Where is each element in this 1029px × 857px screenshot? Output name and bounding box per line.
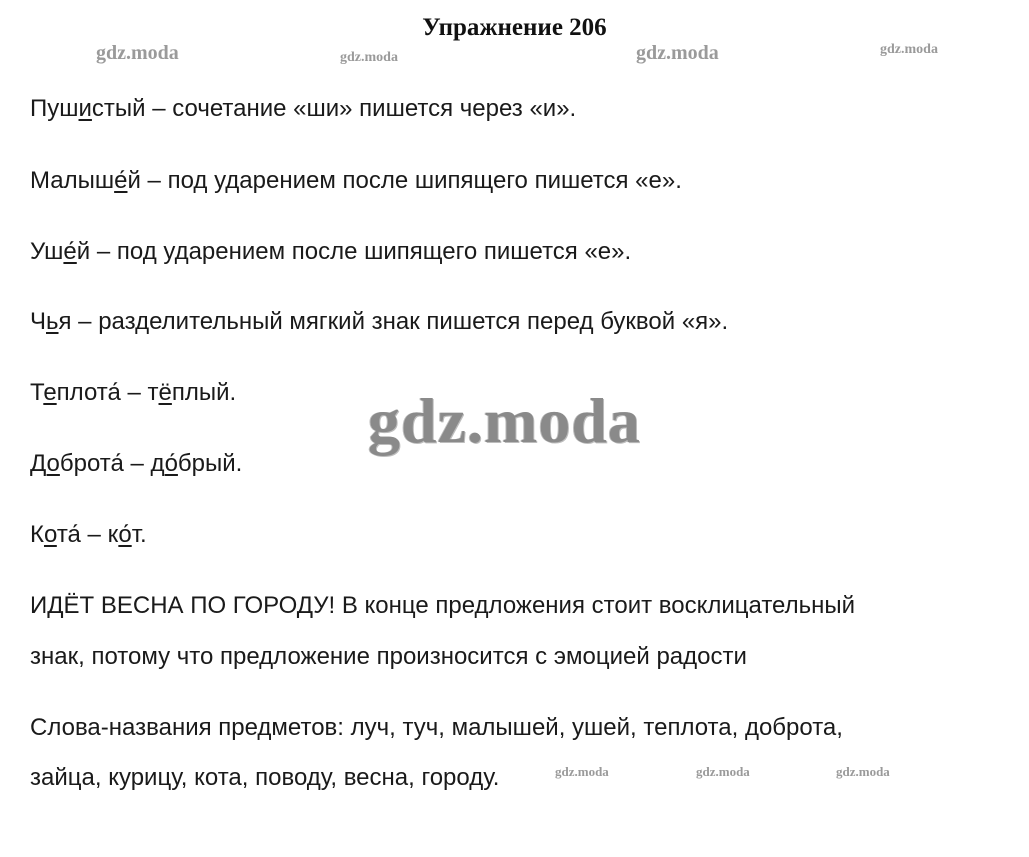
watermark: gdz.moda [636, 42, 719, 64]
text-fragment: Ч [30, 308, 46, 335]
watermark: gdz.moda [696, 764, 750, 779]
text-line [30, 378, 236, 408]
watermark: gdz.moda [836, 764, 890, 779]
underlined-letter: е [43, 379, 57, 406]
text-fragment: брый. [177, 450, 243, 477]
underlined-letter: ь [46, 308, 59, 335]
text-fragment: Д [30, 450, 47, 477]
underlined-letter: е́ [114, 167, 128, 194]
text-fragment: Малыш [30, 167, 115, 194]
text-fragment: Пуш [30, 95, 79, 122]
underlined-letter: о́ [164, 450, 178, 477]
underlined-letter: е́ [63, 238, 77, 265]
paragraph-line: ИДЁТ ВЕСНА ПО ГОРОДУ! В конце предложения стоит восклицательный [30, 592, 856, 619]
text-fragment: плый. [171, 379, 237, 406]
text-fragment: Т [30, 379, 44, 406]
text-fragment: плота́ – т [56, 379, 159, 406]
underlined-letter: и [78, 95, 92, 122]
underlined-letter: ё [158, 379, 172, 406]
watermark: gdz.moda [880, 42, 938, 57]
text-line [30, 166, 682, 196]
text-fragment: брота́ – д [59, 450, 165, 477]
text-line [30, 520, 147, 550]
underlined-letter: о́ [118, 521, 132, 548]
text-fragment: т. [131, 521, 147, 548]
underlined-letter: о [43, 521, 57, 548]
exercise-title: Упражнение 206 [422, 14, 607, 41]
watermark: gdz.moda [96, 42, 179, 64]
watermark: gdz.moda [340, 50, 398, 65]
underlined-letter: о [46, 450, 60, 477]
text-line [30, 237, 631, 267]
text-fragment: й – под ударением после шипящего пишется «е». [127, 167, 682, 194]
text-fragment: й – под ударением после шипящего пишется «е». [76, 238, 632, 265]
text-fragment: стый – сочетание «ши» пишется через «и». [91, 95, 577, 122]
watermark-large: gdz.moda [368, 385, 641, 456]
text-fragment: я – разделительный мягкий знак пишется перед буквой «я». [58, 308, 729, 335]
text-fragment: та́ – к [56, 521, 119, 548]
paragraph-line: зайца, курицу, кота, поводу, весна, городу. [30, 764, 500, 791]
text-fragment: К [30, 521, 44, 548]
text-fragment: Уш [30, 238, 64, 265]
text-line [30, 449, 242, 479]
text-line [30, 94, 576, 124]
watermark: gdz.moda [555, 764, 609, 779]
paragraph-line: знак, потому что предложение произносится с эмоцией радости [30, 643, 747, 670]
paragraph-line: Слова-названия предметов: луч, туч, малышей, ушей, теплота, доброта, [30, 714, 843, 741]
text-line [30, 307, 728, 337]
